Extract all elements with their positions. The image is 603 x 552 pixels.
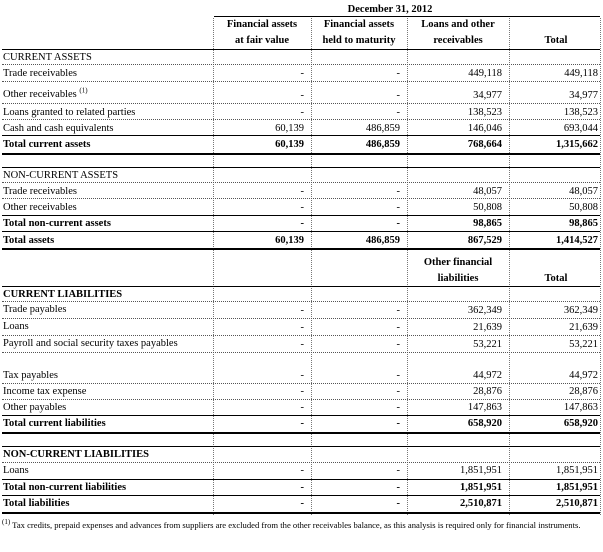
cell-total: 48,057	[569, 186, 598, 197]
col-divider	[509, 18, 510, 515]
cell-total: 658,920	[563, 418, 598, 429]
cell-total: 53,221	[569, 339, 598, 350]
row-divider	[2, 335, 600, 336]
cell-fv: -	[300, 186, 304, 197]
cell-loans: 34,977	[473, 90, 502, 101]
cell-fv: -	[300, 339, 304, 350]
col-loans-header-line2: receivables	[433, 35, 483, 46]
cell-fv: -	[300, 482, 304, 493]
cell-ofl: 44,972	[473, 370, 502, 381]
cell-htm: 486,859	[365, 235, 400, 246]
cell-htm: -	[396, 498, 400, 509]
cell-fv: -	[300, 402, 304, 413]
row-divider	[2, 318, 600, 319]
row-label: Cash and cash equivalents	[3, 123, 114, 134]
row-label: Tax payables	[3, 370, 58, 381]
cell-htm: -	[396, 202, 400, 213]
cell-htm: -	[396, 386, 400, 397]
cell-fv: -	[300, 370, 304, 381]
cell-total: 1,414,527	[556, 235, 598, 246]
subtotal-rule	[2, 135, 600, 136]
cell-htm: -	[396, 402, 400, 413]
footnote-mark: (1)	[2, 518, 11, 527]
row-divider	[2, 182, 600, 183]
row-label: Payroll and social security taxes payables	[3, 338, 178, 349]
row-divider	[2, 119, 600, 120]
cell-fv: -	[300, 107, 304, 118]
row-divider	[2, 81, 600, 82]
cell-fv: -	[300, 498, 304, 509]
col-ofl-header-line2: liabilities	[437, 273, 479, 284]
cell-ofl: 658,920	[467, 418, 502, 429]
row-label: Trade receivables	[3, 186, 77, 197]
cell-fv: 60,139	[275, 235, 304, 246]
cell-fv: -	[300, 465, 304, 476]
col-fv-header-line2: at fair value	[234, 35, 290, 46]
row-divider	[2, 301, 600, 302]
cell-htm: -	[396, 305, 400, 316]
row-label: Income tax expense	[3, 386, 87, 397]
cell-fv: 60,139	[275, 123, 304, 134]
section-title-current-liabilities: CURRENT LIABILITIES	[3, 289, 123, 300]
col-htm-header-line2: held to maturity	[322, 35, 396, 46]
col-total-header-liab: Total	[544, 273, 568, 284]
header-date: December 31, 2012	[347, 4, 433, 15]
row-label: Total non-current liabilities	[3, 482, 127, 493]
total-rule	[2, 512, 600, 514]
cell-total: 138,523	[563, 107, 598, 118]
cell-total: 44,972	[569, 370, 598, 381]
total-rule	[2, 248, 600, 250]
row-label: Trade payables	[3, 304, 67, 315]
cell-loans: 867,529	[467, 235, 502, 246]
cell-ofl: 21,639	[473, 322, 502, 333]
cell-fv: -	[300, 386, 304, 397]
header-bottom-rule	[2, 49, 600, 50]
cell-ofl: 1,851,951	[460, 482, 502, 493]
total-rule	[2, 153, 600, 155]
cell-loans: 98,865	[473, 218, 502, 229]
row-label: Total liabilities	[3, 498, 70, 509]
cell-total: 693,044	[563, 123, 598, 134]
cell-loans: 50,808	[473, 202, 502, 213]
cell-loans: 48,057	[473, 186, 502, 197]
row-label: Total non-current assets	[3, 218, 111, 229]
row-label: Loans	[3, 321, 29, 332]
section-rule	[2, 446, 600, 447]
subtotal-rule	[2, 495, 600, 496]
section-rule	[2, 167, 600, 168]
row-divider	[2, 198, 600, 199]
row-label	[3, 88, 88, 101]
cell-ofl: 28,876	[473, 386, 502, 397]
row-label: Other payables	[3, 402, 67, 413]
row-label: Total current assets	[3, 139, 91, 150]
cell-total: 1,851,951	[556, 465, 598, 476]
row-divider	[2, 462, 600, 463]
cell-total: 449,118	[564, 68, 598, 79]
cell-fv: 60,139	[275, 139, 304, 150]
subtotal-rule	[2, 231, 600, 232]
row-label: Total current liabilities	[3, 418, 106, 429]
cell-loans: 768,664	[467, 139, 502, 150]
cell-fv: -	[300, 305, 304, 316]
col-loans-header-line1: Loans and other	[421, 19, 495, 30]
cell-ofl: 1,851,951	[460, 465, 502, 476]
footnote-text: Tax credits, prepaid expenses and advances from suppliers are excluded from the other receivables balance, as this analysis is required only for financial instruments.	[12, 520, 581, 530]
cell-htm: -	[396, 465, 400, 476]
cell-total: 1,851,951	[556, 482, 598, 493]
subtotal-rule	[2, 215, 600, 216]
cell-htm: -	[396, 68, 400, 79]
cell-loans: 146,046	[467, 123, 502, 134]
row-label: Loans	[3, 465, 29, 476]
cell-htm: -	[396, 418, 400, 429]
col-total-header: Total	[544, 35, 568, 46]
cell-total: 34,977	[569, 90, 598, 101]
subtotal-rule	[2, 415, 600, 416]
cell-fv: -	[300, 68, 304, 79]
cell-total: 50,808	[569, 202, 598, 213]
cell-htm: -	[396, 339, 400, 350]
col-htm-header-line1: Financial assets	[323, 19, 395, 30]
section-title-noncurrent-assets: NON-CURRENT ASSETS	[3, 170, 119, 181]
total-rule	[2, 432, 600, 434]
footnote	[2, 519, 600, 532]
row-divider	[2, 399, 600, 400]
cell-htm: -	[396, 322, 400, 333]
cell-htm: -	[396, 370, 400, 381]
header-bottom-rule	[2, 286, 600, 287]
cell-htm: 486,859	[365, 123, 400, 134]
cell-ofl: 362,349	[467, 305, 502, 316]
cell-fv: -	[300, 218, 304, 229]
cell-total: 28,876	[569, 386, 598, 397]
cell-loans: 138,523	[467, 107, 502, 118]
cell-total: 1,315,662	[556, 139, 598, 150]
cell-fv: -	[300, 418, 304, 429]
cell-htm: 486,859	[365, 139, 400, 150]
row-label: Other receivables	[3, 202, 77, 213]
cell-total: 2,510,871	[556, 498, 598, 509]
row-divider	[2, 103, 600, 104]
col-fv-header-line1: Financial assets	[226, 19, 298, 30]
cell-fv: -	[300, 202, 304, 213]
col-divider	[600, 18, 601, 515]
cell-htm: -	[396, 482, 400, 493]
row-divider	[2, 64, 600, 65]
cell-htm: -	[396, 107, 400, 118]
section-title-noncurrent-liabilities: NON-CURRENT LIABILITIES	[3, 449, 149, 460]
col-ofl-header-line1: Other financial	[423, 257, 493, 268]
cell-total: 98,865	[569, 218, 598, 229]
cell-htm: -	[396, 218, 400, 229]
row-label: Total assets	[3, 235, 55, 246]
cell-ofl: 147,863	[467, 402, 502, 413]
row-label: Trade receivables	[3, 68, 77, 79]
cell-htm: -	[396, 186, 400, 197]
cell-total: 21,639	[569, 322, 598, 333]
cell-htm: -	[396, 90, 400, 101]
subtotal-rule	[2, 479, 600, 480]
cell-total: 362,349	[563, 305, 598, 316]
cell-loans: 449,118	[468, 68, 502, 79]
row-label-text: Other receivables	[3, 89, 77, 100]
row-divider	[2, 383, 600, 384]
cell-fv: -	[300, 322, 304, 333]
cell-ofl: 53,221	[473, 339, 502, 350]
row-label: Loans granted to related parties	[3, 107, 136, 118]
header-rule	[214, 16, 600, 17]
cell-total: 147,863	[563, 402, 598, 413]
cell-fv: -	[300, 90, 304, 101]
row-divider	[2, 352, 600, 353]
footnote-ref: (1)	[79, 86, 88, 95]
section-title-current-assets: CURRENT ASSETS	[3, 52, 92, 63]
cell-ofl: 2,510,871	[460, 498, 502, 509]
